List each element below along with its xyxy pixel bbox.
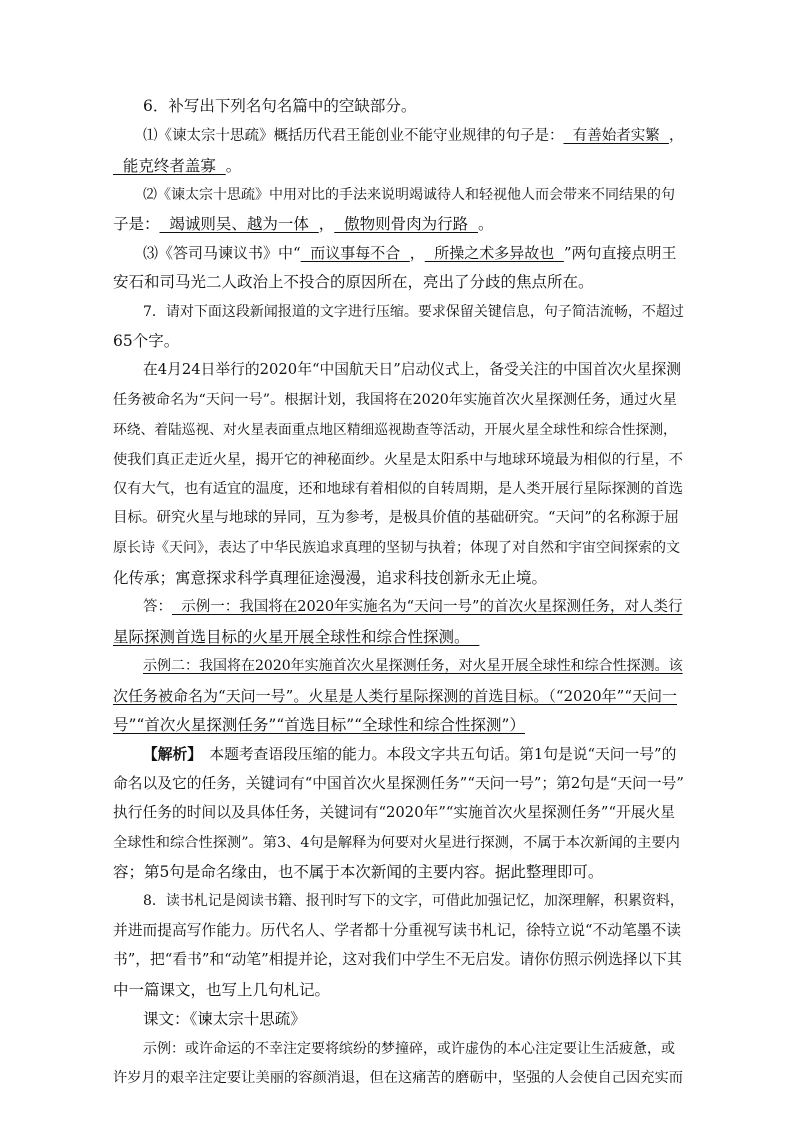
q7-analysis-line1 [143, 745, 683, 765]
q7-analysis-line: 全球性和综合性探测”。第3、4句是解释为何要对火星进行探测，不属于本次新闻的主要内 [113, 835, 680, 851]
q6-part1-answer1: 有善始者实繁 [563, 128, 669, 144]
q6-part3-answer2: 所操之术多异故也 [424, 244, 564, 262]
q6-part2-end: 。 [477, 215, 494, 233]
q6-part3-answer1: 而议事每不合 [300, 244, 410, 262]
q6-part2-sep: ， [318, 215, 335, 233]
q7-passage-line: 在4月24日举行的2020年“中国航天日”启动仪式上，备受关注的中国首次火星探测 [143, 361, 682, 378]
q6-part1-end: 。 [225, 157, 242, 175]
q7-passage-line: 原长诗《天问》，表达了中华民族追求真理的坚韧与执着；体现了对自然和宇宙空间探索的文 [113, 540, 680, 556]
q7-passage-line: 目标。研究火星与地球的异同，互为参考，是极具价值的基础研究。“天问”的名称源于屈 [113, 510, 679, 526]
q7-answer-example2-b: 次任务被命名为“天问一号”。火星是人类行星际探测的首选目标。（“2020年”“天问一 [113, 687, 678, 705]
q8-line: 8．读书札记是阅读书籍、报刊时写下的文字，可借此加强记忆，加深理解，积累资料， [143, 893, 684, 909]
q7-analysis-first: 本题考查语段压缩的能力。本段文字共五句话。第1句是说“天问一号”的 [194, 746, 677, 763]
q8-example-line: 许岁月的艰辛注定要让美丽的容颜消退，但在这痛苦的磨砺中，坚强的人会使自己因充实而 [113, 1070, 684, 1086]
q6-part2-line2 [113, 214, 683, 234]
q6-part2-line1: ⑵《谏太宗十思疏》中用对比的手法来说明竭诚待人和轻视他人而会带来不同结果的句 [143, 187, 675, 203]
q8-line: 中一篇课文，也写上几句札记。 [113, 981, 331, 999]
q6-part1-sep: ， [668, 128, 684, 144]
q7-title-line1: 7．请对下面这段新闻报道的文字进行压缩。要求保留关键信息，句子简洁流畅，不超过 [143, 304, 684, 320]
q7-answer-label: 答： [143, 599, 172, 615]
q6-part2-prefix2: 子是： [113, 215, 160, 233]
q7-passage-line: 使我们真正走近火星，揭开它的神秘面纱。火星是太阳系中与地球环境最为相似的行星，不 [113, 452, 684, 468]
q6-part1-answer2: 能克终者盖寡 [113, 157, 226, 175]
q7-analysis-line: 执行任务的时间以及具体任务，关键词有“2020年”“实施首次火星探测任务”“开展火星 [113, 804, 675, 821]
q6-part1-line1 [143, 126, 683, 146]
q6-part3-sep: ， [409, 244, 425, 262]
q6-part3-line1 [143, 243, 683, 263]
q7-answer-line1 [143, 597, 683, 617]
q7-passage-line: 化传承；寓意探求科学真理征途漫漫，追求科技创新永无止境。 [113, 569, 548, 587]
q7-answer-example1-b: 星际探测首选目标的火星开展全球性和综合性探测。 [113, 628, 480, 646]
q7-analysis-label: 【解析】 [143, 746, 195, 763]
q6-part1-prefix: ⑴《谏太宗十思疏》概括历代君王能创业不能守业规律的句子是： [143, 128, 564, 144]
q8-line: 并进而提高写作能力。历代名人、学者都十分重视写读书札记，徐特立说“不动笔墨不读 [113, 922, 682, 939]
q6-part2-answer2: 傲物则骨肉为行路 [334, 215, 478, 233]
q8-example-line: 示例：或许命运的不幸注定要将缤纷的梦撞碎，或许虚伪的本心注定要让生活疲惫，或 [143, 1041, 675, 1057]
q7-answer-example2-c: 号”“首次火星探测任务”“首选目标”“全球性和综合性探测”） [113, 716, 525, 734]
q7-passage-line: 任务被命名为“天问一号”。根据计划，我国将在2020年实施首次火星探测任务，通过火星 [113, 392, 677, 408]
q6-part2-answer1: 竭诚则吴、越为一体 [159, 215, 319, 233]
q6-part1-line2 [113, 156, 683, 176]
q7-analysis-line: 命名以及它的任务，关键词有“中国首次火星探测任务”“天问一号”；第2句是“天问一号” [113, 775, 684, 792]
q8-course: 课文：《谏太宗十思疏》 [143, 1010, 306, 1028]
q7-passage-line: 环绕、着陆巡视、对火星表面重点地区精细巡视勘查等活动，开展火星全球性和综合性探测， [113, 422, 677, 438]
q7-analysis-line: 容；第5句是命名缘由，也不属于本次新闻的主要内容。据此整理即可。 [113, 863, 604, 881]
q7-answer-example2-a: 示例二：我国将在2020年实施首次火星探测任务，对火星开展全球性和综合性探测。该 [143, 658, 683, 674]
q8-line: 书”，把“看书”和“动笔”相提并论，这对我们中学生不无启发。请你仿照示例选择以下其 [113, 951, 682, 968]
q7-title-line2: 65个字。 [113, 332, 180, 350]
q7-passage-line: 仅有大气，也有适宜的温度，还和地球有着相似的自转周期，是人类开展行星际探测的首选 [113, 481, 684, 497]
q7-answer-example1-a: 示例一：我国将在2020年实施名为“天问一号”的首次火星探测任务，对人类行 [172, 599, 683, 615]
q6-part3-suffix: ”两句直接点明王 [563, 244, 677, 262]
q6-part3-prefix: ⑶《答司马谏议书》中“ [143, 244, 301, 262]
q6-part3-line2: 安石和司马光二人政治上不投合的原因所在，亮出了分歧的焦点所在。 [113, 273, 594, 291]
q6-title: 6．补写出下列名句名篇中的空缺部分。 [143, 97, 417, 115]
